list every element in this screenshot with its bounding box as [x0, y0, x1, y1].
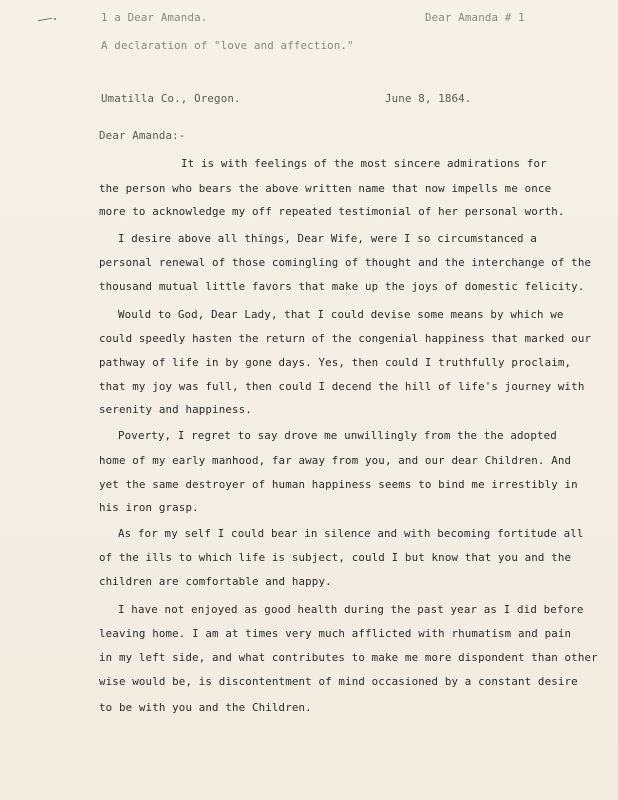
header-right: Dear Amanda # 1 [425, 11, 525, 24]
salutation: Dear Amanda:- [99, 129, 186, 142]
body-line-5: personal renewal of those comingling of thought and the interchange of the [99, 256, 592, 269]
body-line-11: serenity and happiness. [99, 403, 252, 416]
body-line-12: Poverty, I regret to say drove me unwillingly from the the adopted [118, 429, 557, 442]
header-left: 1 a Dear Amanda. [101, 11, 208, 24]
body-line-7: Would to God, Dear Lady, that I could devise some means by which we [118, 308, 564, 321]
body-line-4: I desire above all things, Dear Wife, were I so circumstanced a [118, 232, 537, 245]
body-line-3: more to acknowledge my off repeated testimonial of her personal worth. [99, 205, 565, 218]
body-line-13: home of my early manhood, far away from you, and our dear Children. And [99, 454, 572, 467]
body-line-10: that my joy was full, then could I decend the hill of life's journey with [99, 380, 585, 393]
date-line: June 8, 1864. [385, 92, 472, 105]
body-line-19: I have not enjoyed as good health during the past year as I did before [118, 603, 584, 616]
body-line-14: yet the same destroyer of human happiness seems to bind me irrestibly in [99, 478, 578, 491]
body-line-22: wise would be, is discontentment of mind occasioned by a constant desire [99, 675, 578, 688]
body-line-21: in my left side, and what contributes to make me more dispondent than other [99, 651, 598, 664]
body-line-18: children are comfortable and happy. [99, 575, 332, 588]
body-line-6: thousand mutual little favors that make up the joys of domestic felicity. [99, 280, 585, 293]
body-line-9: pathway of life in by gone days. Yes, then could I truthfully proclaim, [99, 356, 572, 369]
body-line-1: It is with feelings of the most sincere admirations for [181, 157, 547, 170]
body-line-8: could speedly hasten the return of the congenial happiness that marked our [99, 332, 592, 345]
body-line-20: leaving home. I am at times very much afflicted with rhumatism and pain [99, 627, 572, 640]
location-line: Umatilla Co., Oregon. [101, 92, 241, 105]
body-line-17: of the ills to which life is subject, could I but know that you and the [99, 551, 572, 564]
ink-mark [38, 18, 56, 22]
body-line-16: As for my self I could bear in silence and with becoming fortitude all [118, 527, 584, 540]
letter-title: A declaration of "love and affection." [101, 39, 354, 52]
body-line-2: the person who bears the above written name that now impells me once [99, 182, 552, 195]
body-line-15: his iron grasp. [99, 501, 199, 514]
body-line-23: to be with you and the Children. [99, 701, 312, 714]
